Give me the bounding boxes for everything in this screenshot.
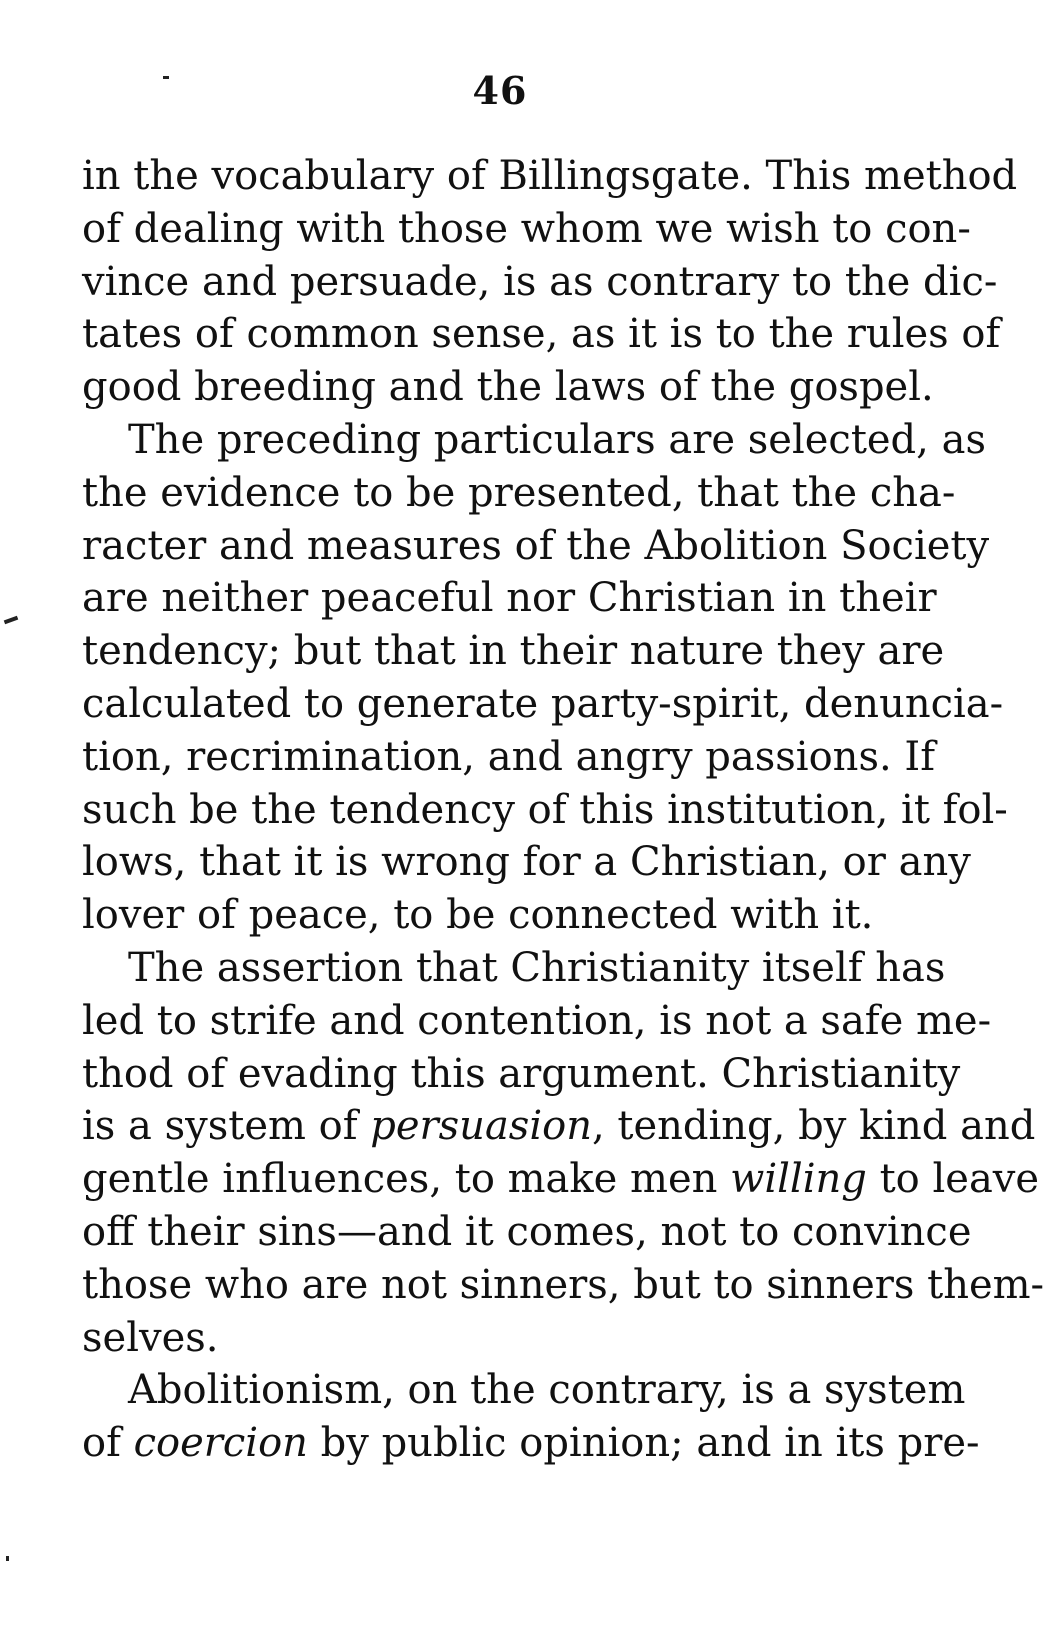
text-line: led to strife and contention, is not a safe me-: [82, 997, 992, 1044]
text-line: in the vocabulary of Billingsgate. This method: [82, 153, 1018, 199]
text-line: those who are not sinners, but to sinners them-: [82, 1261, 1044, 1308]
text-line: [82, 1153, 1040, 1206]
emphasis-coercion: coercion: [133, 1420, 308, 1467]
text-line: calculated to generate party-spirit, denuncia-: [82, 680, 1004, 727]
text-line: tendency; but that in their nature they are: [82, 628, 945, 675]
emphasis-willing: willing: [730, 1156, 867, 1203]
text-line: racter and measures of the Abolition Society: [82, 522, 990, 569]
text-line: off their sins—and it comes, not to convince: [82, 1208, 972, 1255]
text-line: are neither peaceful nor Christian in their: [82, 575, 937, 622]
text-line: selves.: [82, 1314, 219, 1361]
body-text: [82, 150, 1044, 1470]
text-line: the evidence to be presented, that the cha-: [82, 469, 956, 516]
scan-speck: [163, 76, 169, 79]
paragraph-3: [82, 942, 1044, 1364]
emphasis-persuasion: persuasion: [370, 1103, 592, 1150]
text-line: such be the tendency of this institution, it fol-: [82, 786, 1008, 833]
text-fragment: gentle influences, to make men: [82, 1156, 731, 1203]
text-line: The preceding particulars are selected, as: [128, 416, 986, 463]
text-fragment: by public opinion; and in its pre-: [307, 1420, 980, 1467]
text-line: lover of peace, to be connected with it.: [82, 892, 874, 939]
text-line: good breeding and the laws of the gospel.: [82, 364, 934, 411]
text-line: tates of common sense, as it is to the rules of: [82, 311, 1001, 358]
text-fragment: to leave: [866, 1156, 1040, 1203]
text-line: Abolitionism, on the contrary, is a system: [128, 1367, 966, 1414]
text-fragment: of: [82, 1420, 134, 1467]
text-line: [82, 1100, 1036, 1153]
paragraph-1: [82, 150, 1018, 414]
text-fragment: , tending, by kind and: [591, 1103, 1036, 1150]
text-line: vince and persuade, is as contrary to the dic-: [82, 258, 998, 305]
scan-speck: [4, 616, 19, 625]
text-line: The assertion that Christianity itself has: [128, 944, 946, 991]
paragraph-4: [82, 1364, 980, 1470]
text-line: thod of evading this argument. Christianity: [82, 1050, 961, 1097]
scan-speck: [6, 1556, 9, 1561]
text-line: tion, recrimination, and angry passions. If: [82, 733, 936, 780]
page-number: 46: [472, 68, 528, 113]
text-fragment: is a system of: [82, 1103, 371, 1150]
text-line: of dealing with those whom we wish to con-: [82, 205, 971, 252]
text-line: lows, that it is wrong for a Christian, or any: [82, 839, 971, 886]
paragraph-2: [82, 414, 1008, 942]
text-line: [82, 1417, 980, 1470]
